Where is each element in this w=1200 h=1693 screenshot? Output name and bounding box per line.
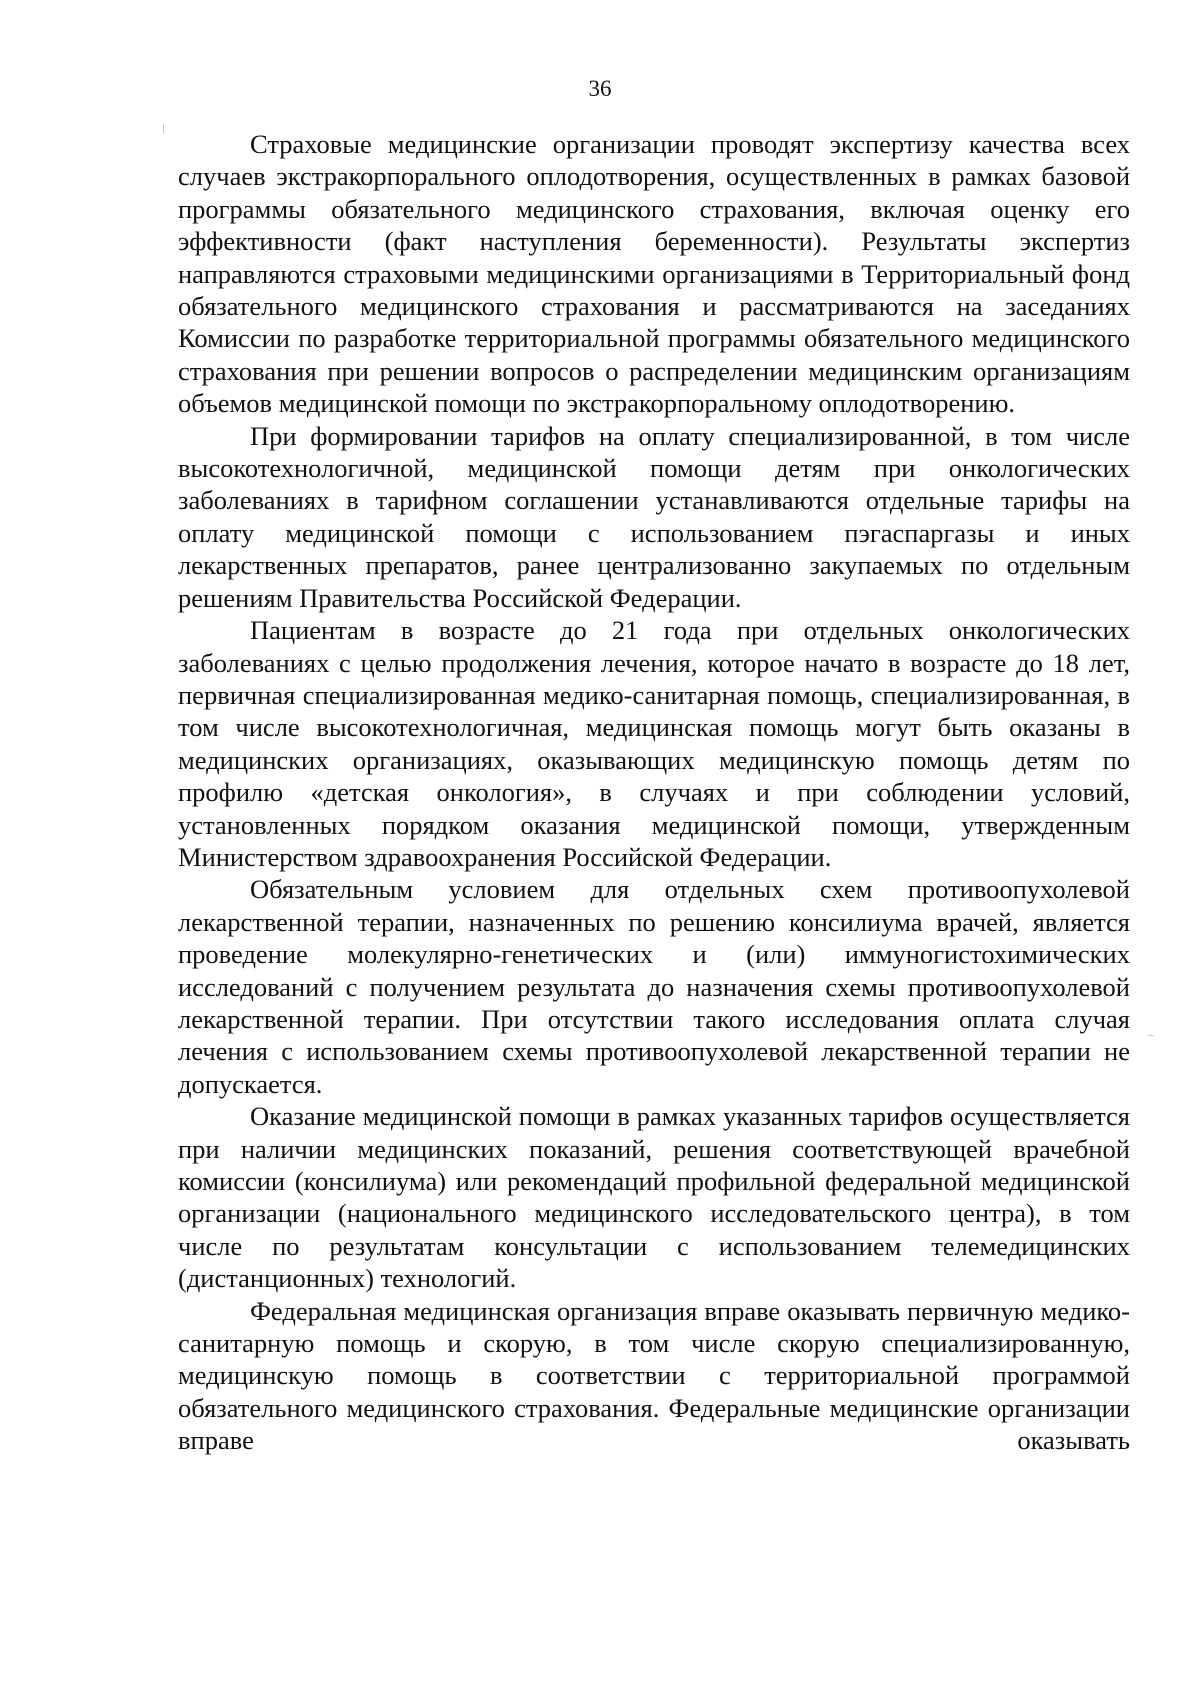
paragraph-care-provision: Оказание медицинской помощи в рамках указанных тарифов осуществляется при наличии медицинских показаний, решения соответствующей врачебной комиссии (консилиума) или рекомендаций профильной федеральной медицинской организации (национального медицинского исследовательского центра), в том числе по результатам консультации с использованием телемедицинских (дистанционных) технологий.	[178, 1101, 1130, 1294]
paragraph-patients-under-21: Пациентам в возрасте до 21 года при отдельных онкологических заболеваниях с целью продолжения лечения, которое начато в возрасте до 18 лет, первичная специализированная медико-санитарная помощь, специализированная, в том числе высокотехнологичная, медицинская помощь могут быть оказаны в медицинских организациях, оказывающих медицинскую помощь детям по профилю «детская онкология», в случаях и при соблюдении условий, установленных порядком оказания медицинской помощи, утвержденным Министерством здравоохранения Российской Федерации.	[178, 615, 1130, 872]
page-number: 36	[588, 76, 612, 101]
scan-margin-mark	[163, 124, 164, 133]
paragraph-tariff-formation: При формировании тарифов на оплату специализированной, в том числе высокотехнологичной, медицинской помощи детям при онкологических заболеваниях в тарифном соглашении устанавливаются отдельные тарифы на оплату медицинской помощи с использованием пэгаспаргазы и иных лекарственных препаратов, ранее централизованно закупаемых по отдельным решениям Правительства Российской Федерации.	[178, 420, 1130, 613]
document-body	[178, 128, 1130, 1457]
paragraph-mandatory-condition: Обязательным условием для отдельных схем противоопухолевой лекарственной терапии, назначенных по решению консилиума врачей, является проведение молекулярно-генетических и (или) иммуногистохимических исследований с получением результата до назначения схемы противоопухолевой лекарственной терапии. При отсутствии такого исследования оплата случая лечения с использованием схемы противоопухолевой лекарственной терапии не допускается.	[178, 874, 1130, 1099]
paragraph-federal-organization: Федеральная медицинская организация вправе оказывать первичную медико-санитарную помощь и скорую, в том числе скорую специализированную, медицинскую помощь в соответствии с территориальной программой обязательного медицинского страхования. Федеральные медицинские организации вправе оказывать	[178, 1295, 1130, 1456]
paragraph-insurance-expertise: Страховые медицинские организации проводят экспертизу качества всех случаев экстракорпорального оплодотворения, осуществленных в рамках базовой программы обязательного медицинского страхования, включая оценку его эффективности (факт наступления беременности). Результаты экспертиз направляются страховыми медицинскими организациями в Территориальный фонд обязательного медицинского страхования и рассматриваются на заседаниях Комиссии по разработке территориальной программы обязательного медицинского страхования при решении вопросов о распределении медицинским организациям объемов медицинской помощи по экстракорпоральному оплодотворению.	[178, 129, 1130, 419]
scan-edge-mark	[1148, 1035, 1154, 1036]
